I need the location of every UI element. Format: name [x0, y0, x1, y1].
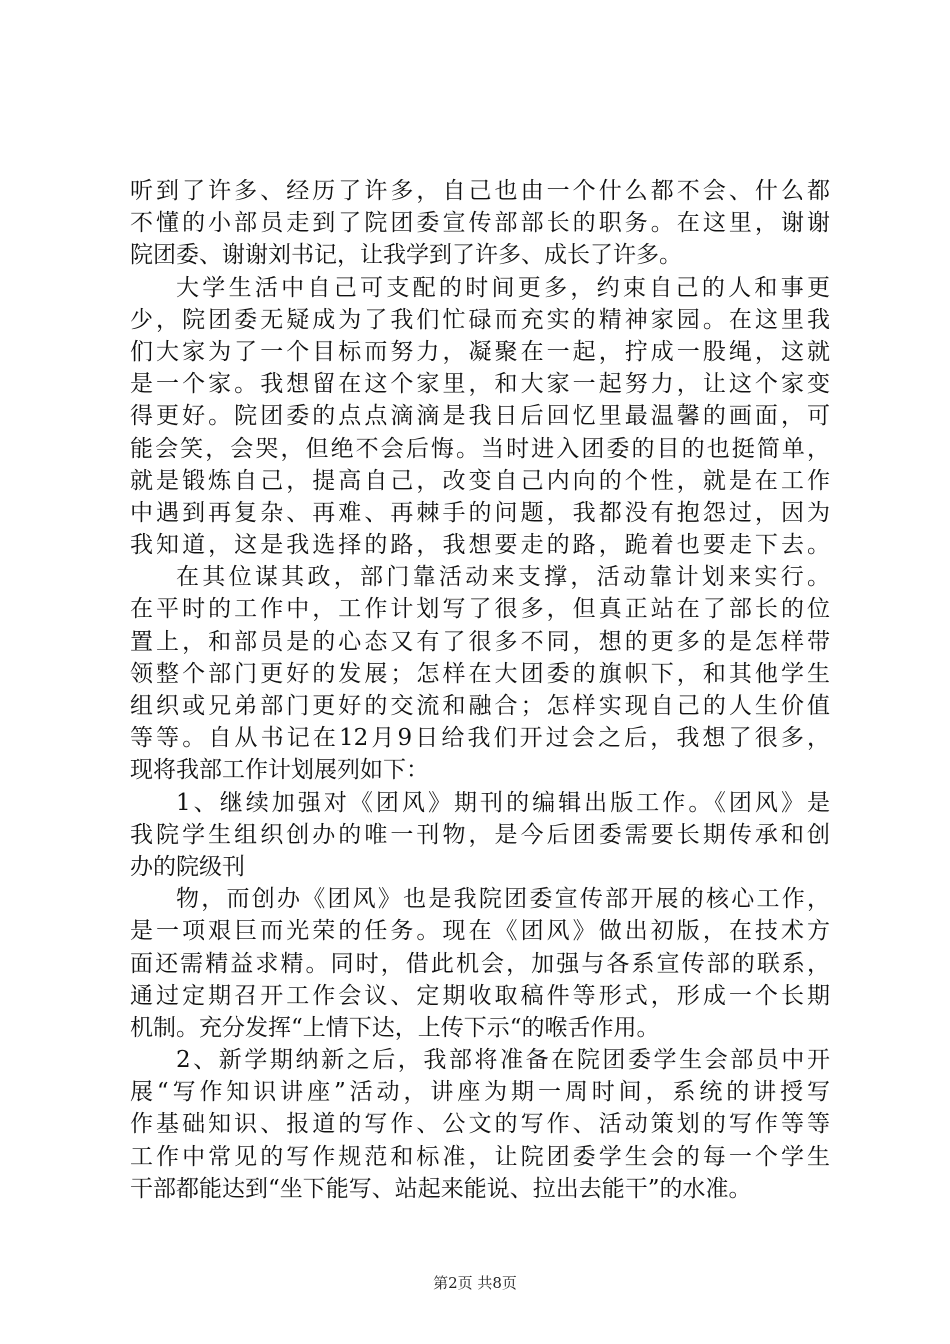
text-line: 置上，和部员是的心态又有了很多不同，想的更多的是怎样带 [130, 628, 830, 655]
text-line: 得更好。院团委的点点滴滴是我日后回忆里最温馨的画面，可 [130, 403, 830, 430]
text-line: 中遇到再复杂、再难、再棘手的问题，我都没有抱怨过，因为 [130, 499, 830, 526]
text-line: 展“写作知识讲座”活动，讲座为期一周时间，系统的讲授写 [130, 1079, 830, 1106]
text-line: 机制。充分发挥“上情下达，上传下示“的喉舌作用。 [130, 1014, 660, 1041]
text-line: 组织或兄弟部门更好的交流和融合；怎样实现自己的人生价值 [130, 693, 830, 719]
text-line: 是一个家。我想留在这个家里，和大家一起努力，让这个家变 [130, 371, 830, 398]
page-number-label: 第2页 共8页 [433, 1274, 517, 1292]
text-line: 工作中常见的写作规范和标准，让院团委学生会的每一个学生 [130, 1143, 830, 1170]
text-line: 领整个部门更好的发展；怎样在大团委的旗帜下，和其他学生 [130, 660, 830, 687]
document-body [130, 175, 830, 1205]
text-line: 们大家为了一个目标而努力，凝聚在一起，拧成一股绳，这就 [130, 338, 830, 365]
text-line: 是一项艰巨而光荣的任务。现在《团风》做出初版，在技术方 [130, 918, 830, 945]
text-line: 在平时的工作中，工作计划写了很多，但真正站在了部长的位 [130, 596, 830, 623]
page-footer [0, 1273, 950, 1293]
text-line: 我院学生组织创办的唯一刊物，是今后团委需要长期传承和创 [130, 821, 830, 848]
text-line: 不懂的小部员走到了院团委宣传部部长的职务。在这里，谢谢 [130, 210, 830, 237]
text-line: 等等。自从书记在12月9日给我们开过会之后，我想了很多， [130, 725, 830, 752]
paragraph-start-line: 大学生活中自己可支配的时间更多，约束自己的人和事更 [176, 274, 830, 301]
text-line: 就是锻炼自己，提高自己，改变自己内向的个性，就是在工作 [130, 467, 830, 494]
text-line: 能会笑，会哭，但绝不会后悔。当时进入团委的目的也挺简单， [130, 435, 830, 462]
text-line: 我知道，这是我选择的路，我想要走的路，跪着也要走下去。 [130, 532, 830, 559]
text-line: 作基础知识、报道的写作、公文的写作、活动策划的写作等等 [130, 1111, 830, 1138]
list-item-1-line: 1、继续加强对《团风》期刊的编辑出版工作。《团风》是 [176, 789, 830, 816]
text-line: 办的院级刊 [130, 853, 245, 880]
text-line: 听到了许多、经历了许多，自己也由一个什么都不会、什么都 [130, 178, 830, 204]
text-line: 干部都能达到“坐下能写、站起来能说、拉出去能干”的水准。 [130, 1175, 752, 1202]
paragraph-start-line: 物，而创办《团风》也是我院团委宣传部开展的核心工作， [176, 886, 830, 913]
text-line: 少，院团委无疑成为了我们忙碌而充实的精神家园。在这里我 [130, 306, 830, 333]
text-line: 院团委、谢谢刘书记，让我学到了许多、成长了许多。 [130, 242, 682, 269]
text-line: 通过定期召开工作会议、定期收取稿件等形式，形成一个长期 [130, 982, 830, 1009]
list-item-2-line: 2、新学期纳新之后，我部将准备在院团委学生会部员中开 [176, 1047, 830, 1074]
text-line: 现将我部工作计划展列如下： [130, 757, 429, 784]
text-line: 面还需精益求精。同时，借此机会，加强与各系宣传部的联系， [130, 950, 830, 977]
paragraph-start-line: 在其位谋其政，部门靠活动来支撑，活动靠计划来实行。 [176, 564, 830, 591]
